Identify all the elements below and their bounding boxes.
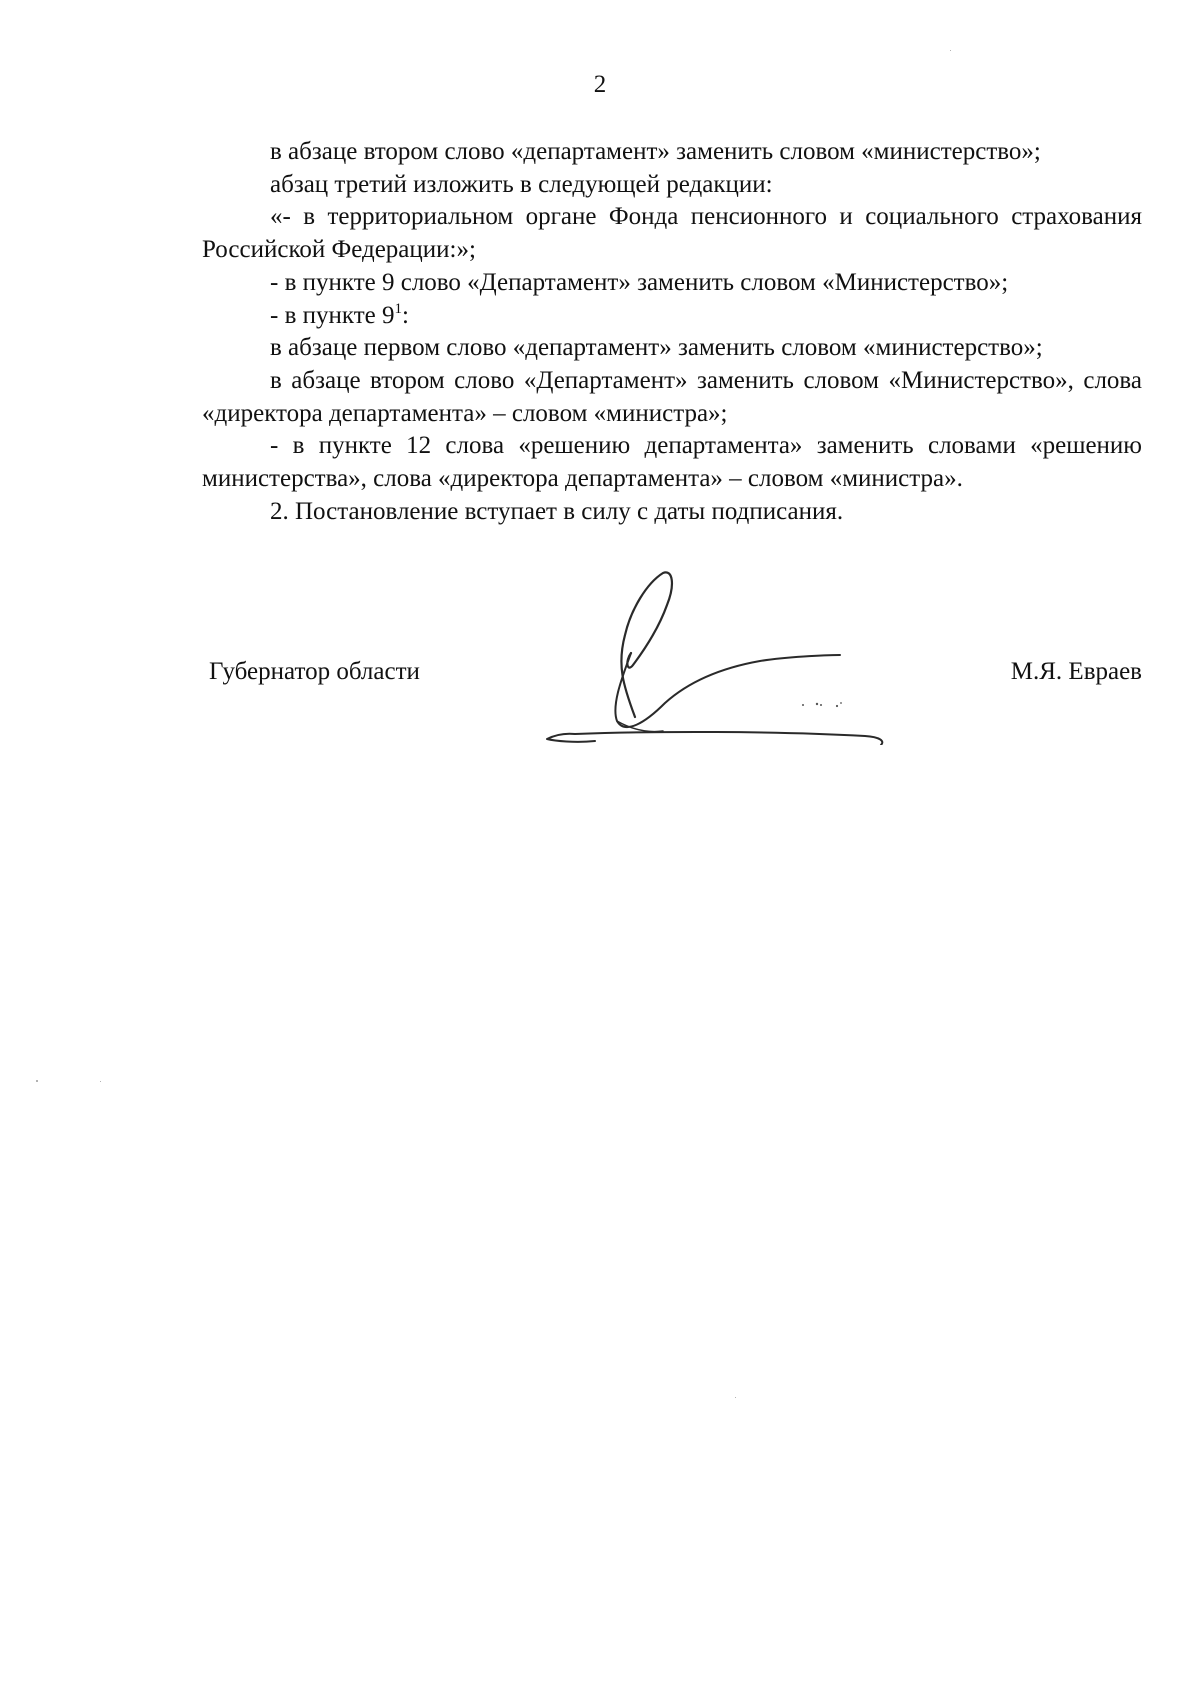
paragraph-4: - в пункте 9 слово «Департамент» заменить словом «Министерство»;	[270, 268, 1009, 296]
document-body	[202, 136, 1142, 528]
paragraph-1: в абзаце втором слово «департамент» заменить словом «министерство»;	[270, 138, 1041, 165]
scan-speck	[735, 1397, 736, 1398]
paragraph-3: «- в территориальном органе Фонда пенсионного и социального страхования Российской Федерации:»;	[202, 203, 1142, 264]
paragraph-6: в абзаце первом слово «департамент» заменить словом «министерство»;	[270, 334, 1043, 362]
paragraph-5-text: - в пункте 9	[270, 301, 395, 329]
signatory-position: Губернатор области	[209, 658, 420, 685]
signature-block	[0, 650, 1200, 730]
scan-speck	[100, 1081, 101, 1082]
scan-speck	[950, 50, 951, 51]
paragraph-5	[202, 300, 1142, 333]
signatory-name: М.Я. Евраев	[1010, 658, 1142, 685]
scan-speck	[36, 1080, 38, 1082]
paragraph-7: в абзаце втором слово «Департамент» заменить словом «Министерство», слова «директора департамента» – словом «министра»;	[202, 366, 1142, 427]
page-number: 2	[593, 71, 607, 98]
paragraph-8: - в пункте 12 слова «решению департамента» заменить словами «решению министерства», слова «директора департамента» – словом «министра».	[202, 432, 1142, 493]
paragraph-5-suffix: :	[401, 301, 409, 329]
paragraph-2: абзац третий изложить в следующей редакции:	[270, 170, 773, 198]
paragraph-9: 2. Постановление вступает в силу с даты подписания.	[270, 497, 844, 525]
paragraph-5-superscript: 1	[394, 300, 402, 317]
